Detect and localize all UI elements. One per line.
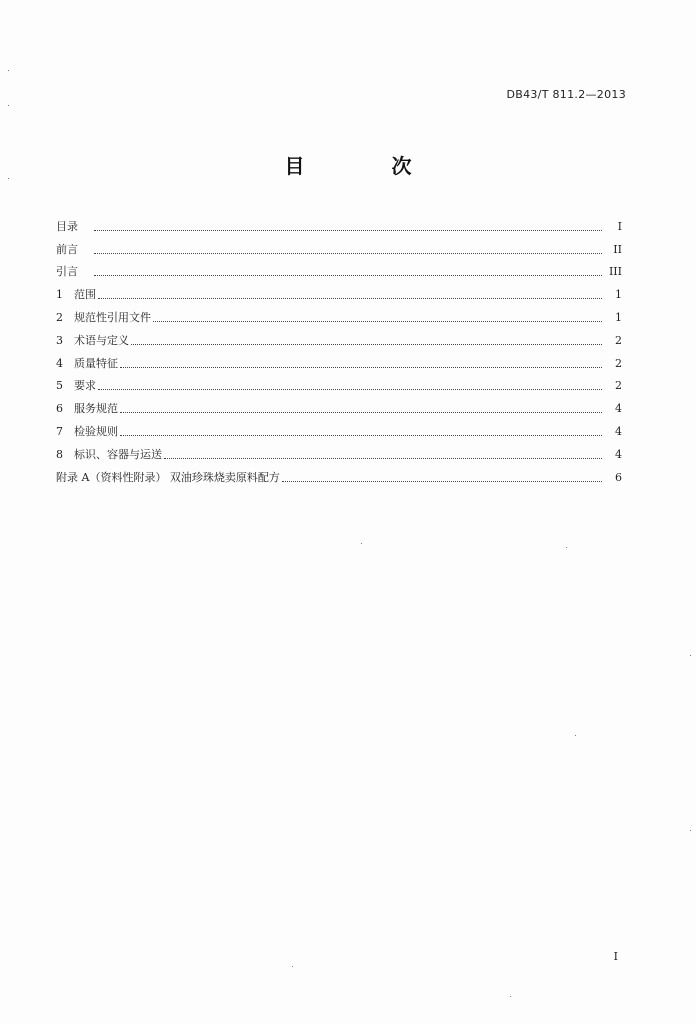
scan-speck xyxy=(361,543,362,544)
toc-dot-leader xyxy=(153,320,602,322)
toc-entry-page: II xyxy=(613,242,622,256)
toc-entry-label: 目录 xyxy=(56,219,78,233)
table-of-contents xyxy=(56,211,622,485)
toc-entry[interactable] xyxy=(56,234,622,257)
toc-entry-number: 6 xyxy=(56,402,63,416)
scan-speck xyxy=(566,547,567,548)
toc-entry-label: 检验规则 xyxy=(74,424,118,438)
toc-entry[interactable] xyxy=(56,393,622,416)
toc-dot-leader xyxy=(98,297,602,299)
toc-dot-leader xyxy=(98,388,602,390)
toc-entry-number: 7 xyxy=(56,424,63,438)
page-title: 目 次 xyxy=(284,154,452,178)
toc-entry-label: 标识、容器与运送 xyxy=(74,447,162,461)
toc-entry[interactable] xyxy=(56,257,622,280)
toc-entry-label: 引言 xyxy=(56,265,78,279)
scan-speck xyxy=(8,178,9,179)
scan-speck xyxy=(510,996,511,997)
toc-entry-number: 8 xyxy=(56,447,63,461)
toc-entry-number: 4 xyxy=(56,356,63,370)
toc-entry[interactable] xyxy=(56,325,622,348)
toc-entry[interactable] xyxy=(56,302,622,325)
toc-entry-label: 要求 xyxy=(74,379,96,393)
toc-entry[interactable] xyxy=(56,416,622,439)
toc-dot-leader xyxy=(164,457,602,459)
toc-entry-label: 附录 A（资料性附录） 双油珍珠烧卖原料配方 xyxy=(56,470,280,484)
toc-dot-leader xyxy=(282,480,602,482)
toc-dot-leader xyxy=(94,252,602,254)
toc-entry-label: 规范性引用文件 xyxy=(74,310,151,324)
toc-entry[interactable] xyxy=(56,439,622,462)
toc-entry-number: 1 xyxy=(56,288,63,302)
toc-entry-page: 6 xyxy=(615,470,622,484)
toc-entry-page: 4 xyxy=(615,447,622,461)
page-number: I xyxy=(613,950,618,963)
toc-entry-page: 1 xyxy=(615,288,622,302)
toc-entry-page: 2 xyxy=(615,356,622,370)
toc-entry-page: III xyxy=(608,265,622,279)
toc-entry[interactable] xyxy=(56,462,622,485)
toc-entry-number: 3 xyxy=(56,333,63,347)
scan-speck xyxy=(8,70,9,71)
toc-entry-page: I xyxy=(617,219,622,233)
scan-speck xyxy=(292,966,293,967)
toc-entry-number: 2 xyxy=(56,310,63,324)
toc-dot-leader xyxy=(120,434,602,436)
document-code: DB43/T 811.2—2013 xyxy=(506,88,626,101)
scan-speck xyxy=(575,735,576,736)
toc-entry-number: 5 xyxy=(56,379,63,393)
toc-entry-label: 前言 xyxy=(56,242,78,256)
scan-speck xyxy=(690,830,691,831)
toc-entry-page: 4 xyxy=(615,402,622,416)
toc-dot-leader xyxy=(131,343,602,345)
toc-dot-leader xyxy=(120,411,602,413)
toc-dot-leader xyxy=(94,274,602,276)
toc-entry-label: 范围 xyxy=(74,288,96,302)
toc-entry-label: 质量特征 xyxy=(74,356,118,370)
toc-dot-leader xyxy=(94,229,602,231)
toc-entry-page: 4 xyxy=(615,424,622,438)
toc-entry[interactable] xyxy=(56,279,622,302)
toc-entry-page: 2 xyxy=(615,333,622,347)
toc-entry-label: 术语与定义 xyxy=(74,333,129,347)
toc-entry[interactable] xyxy=(56,348,622,371)
toc-entry-page: 2 xyxy=(615,379,622,393)
toc-entry-page: 1 xyxy=(615,310,622,324)
scan-speck xyxy=(690,655,691,656)
toc-dot-leader xyxy=(120,366,602,368)
toc-entry[interactable] xyxy=(56,371,622,394)
toc-entry[interactable] xyxy=(56,211,622,234)
scan-speck xyxy=(8,105,9,106)
toc-entry-label: 服务规范 xyxy=(74,402,118,416)
